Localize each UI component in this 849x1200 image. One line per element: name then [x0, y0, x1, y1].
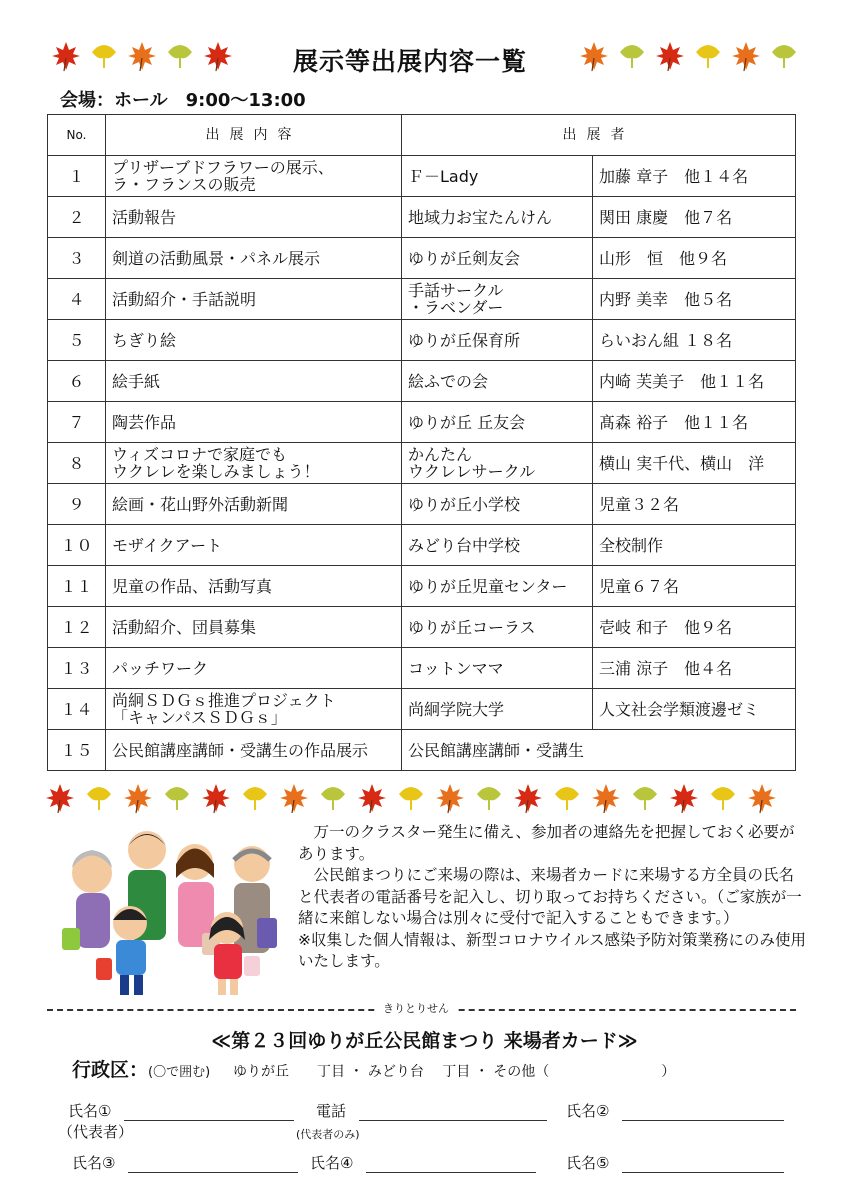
row-content: 活動紹介・手話説明: [106, 279, 402, 320]
row-number: ８: [48, 443, 106, 484]
row-group: ゆりが丘児童センター: [402, 566, 593, 607]
name3-row: [72, 1152, 298, 1173]
name4-label: 氏名④: [310, 1154, 354, 1172]
row-content: 活動報告: [106, 197, 402, 238]
representative-label: （代表者）: [58, 1123, 134, 1141]
row-group: 公民館講座講師・受講生: [402, 730, 796, 771]
ginkgo-leaf-icon: [395, 782, 427, 814]
row-group: かんたん ウクレレサークル: [402, 443, 593, 484]
family-illustration: [52, 828, 292, 998]
name1-label: 氏名①: [68, 1102, 112, 1120]
maple-leaf-icon: [278, 782, 310, 814]
name2-label: 氏名②: [566, 1102, 610, 1120]
ginkgo-leaf-icon: [551, 782, 583, 814]
maple-leaf-icon: [654, 40, 686, 72]
row-number: １２: [48, 607, 106, 648]
row-group: ゆりが丘 丘友会: [402, 402, 593, 443]
maple-leaf-icon: [44, 782, 76, 814]
row-content: 絵手紙: [106, 361, 402, 402]
row-content: プリザーブドフラワーの展示、 ラ・フランスの販売: [106, 156, 402, 197]
table-row: [48, 443, 796, 484]
maple-leaf-icon: [50, 40, 82, 72]
name5-field[interactable]: [622, 1158, 784, 1173]
notice-paragraph-1: 万一のクラスター発生に備え、参加者の連絡先を把握しておく必要があります。: [298, 823, 795, 863]
ginkgo-leaf-icon: [707, 782, 739, 814]
ginkgo-leaf-icon: [692, 40, 724, 72]
table-row: [48, 607, 796, 648]
ginkgo-leaf-icon: [164, 40, 196, 72]
table-row: [48, 402, 796, 443]
table-row: [48, 689, 796, 730]
row-person: 内崎 芙美子 他１１名: [593, 361, 796, 402]
phone-label: 電話: [316, 1102, 347, 1120]
row-number: １: [48, 156, 106, 197]
table-row: [48, 648, 796, 689]
row-content: 公民館講座講師・受講生の作品展示: [106, 730, 402, 771]
name3-label: 氏名③: [72, 1154, 116, 1172]
name5-label: 氏名⑤: [566, 1154, 610, 1172]
row-person: 関田 康慶 他７名: [593, 197, 796, 238]
table-row: [48, 361, 796, 402]
row-group: みどり台中学校: [402, 525, 593, 566]
name2-row: [566, 1100, 784, 1121]
name4-row: [310, 1152, 536, 1173]
table-row: [48, 197, 796, 238]
table-row: [48, 156, 796, 197]
row-person: 内野 美幸 他５名: [593, 279, 796, 320]
header-content: 出展内容: [106, 115, 402, 156]
maple-leaf-icon: [590, 782, 622, 814]
row-number: ９: [48, 484, 106, 525]
row-content: 絵画・花山野外活動新聞: [106, 484, 402, 525]
row-group: ゆりが丘コーラス: [402, 607, 593, 648]
row-group: 地域力お宝たんけん: [402, 197, 593, 238]
row-person: 児童３２名: [593, 484, 796, 525]
maple-leaf-icon: [202, 40, 234, 72]
phone-field[interactable]: [359, 1106, 547, 1121]
district-options[interactable]: ゆりが丘 丁目 ・ みどり台 丁目 ・ その他（ ）: [232, 1064, 676, 1080]
row-number: ３: [48, 238, 106, 279]
maple-leaf-icon: [122, 782, 154, 814]
row-number: ４: [48, 279, 106, 320]
card-title: ≪第２３回ゆりが丘公民館まつり 来場者カード≫: [211, 1030, 638, 1052]
row-number: ５: [48, 320, 106, 361]
maple-leaf-icon: [578, 40, 610, 72]
venue-info: 会場：ホール 9:00〜13:00: [60, 90, 306, 111]
row-person: 全校制作: [593, 525, 796, 566]
row-person: 児童６７名: [593, 566, 796, 607]
phone-row: [316, 1100, 547, 1121]
name1-row: [68, 1100, 294, 1121]
ginkgo-leaf-icon: [473, 782, 505, 814]
maple-leaf-icon: [668, 782, 700, 814]
row-group: ゆりが丘小学校: [402, 484, 593, 525]
row-group: ゆりが丘保育所: [402, 320, 593, 361]
row-person: 三浦 涼子 他４名: [593, 648, 796, 689]
district-label: 行政区：: [72, 1059, 149, 1081]
exhibit-table: [47, 114, 796, 771]
ginkgo-leaf-icon: [88, 40, 120, 72]
ginkgo-leaf-icon: [239, 782, 271, 814]
row-person: 加藤 章子 他１４名: [593, 156, 796, 197]
district-row: [72, 1055, 675, 1082]
row-number: １０: [48, 525, 106, 566]
table-row: [48, 566, 796, 607]
name3-field[interactable]: [128, 1158, 298, 1173]
cut-line-label: きりとりせん: [375, 1000, 457, 1016]
row-number: ６: [48, 361, 106, 402]
page-title: 展示等出展内容一覧: [292, 47, 527, 76]
maple-leaf-icon: [512, 782, 544, 814]
notice-paragraph-3: ※収集した個人情報は、新型コロナウイルス感染予防対策業務にのみ使用いたします。: [298, 930, 807, 970]
ginkgo-leaf-icon: [629, 782, 661, 814]
row-person: 髙森 裕子 他１１名: [593, 402, 796, 443]
row-content: ちぎり絵: [106, 320, 402, 361]
ginkgo-leaf-icon: [161, 782, 193, 814]
table-row: [48, 730, 796, 771]
maple-leaf-icon: [200, 782, 232, 814]
row-person: 壱岐 和子 他９名: [593, 607, 796, 648]
row-content: ウィズコロナで家庭でも ウクレレを楽しみましょう！: [106, 443, 402, 484]
row-number: １５: [48, 730, 106, 771]
table-row: [48, 279, 796, 320]
name5-row: [566, 1152, 784, 1173]
table-row: [48, 484, 796, 525]
row-content: 剣道の活動風景・パネル展示: [106, 238, 402, 279]
name1-field[interactable]: [124, 1106, 294, 1121]
ginkgo-leaf-icon: [317, 782, 349, 814]
leaf-decoration-left: [50, 40, 234, 72]
district-hint: (〇で囲む): [148, 1065, 211, 1080]
table-row: [48, 238, 796, 279]
row-number: ２: [48, 197, 106, 238]
row-group: 尚絅学院大学: [402, 689, 593, 730]
row-group: Ｆ－Lady: [402, 156, 593, 197]
name4-field[interactable]: [366, 1158, 536, 1173]
leaf-decoration-right: [578, 40, 800, 72]
maple-leaf-icon: [730, 40, 762, 72]
maple-leaf-icon: [356, 782, 388, 814]
table-row: [48, 525, 796, 566]
row-group: コットンママ: [402, 648, 593, 689]
row-group: 絵ふでの会: [402, 361, 593, 402]
row-person: 横山 実千代、横山 洋: [593, 443, 796, 484]
row-number: ７: [48, 402, 106, 443]
maple-leaf-icon: [434, 782, 466, 814]
maple-leaf-icon: [746, 782, 778, 814]
row-number: １４: [48, 689, 106, 730]
row-content: モザイクアート: [106, 525, 402, 566]
table-row: [48, 320, 796, 361]
row-content: パッチワーク: [106, 648, 402, 689]
header-no: No.: [48, 115, 106, 156]
row-person: 山形 恒 他９名: [593, 238, 796, 279]
maple-leaf-icon: [126, 40, 158, 72]
row-content: 陶芸作品: [106, 402, 402, 443]
row-content: 尚絅ＳＤＧｓ推進プロジェクト 「キャンパスＳＤＧｓ」: [106, 689, 402, 730]
leaf-decoration-middle: [44, 782, 778, 814]
row-group: 手話サークル ・ラベンダー: [402, 279, 593, 320]
notice-paragraph-2: 公民館まつりにご来場の際は、来場者カードに来場する方全員の氏名と代表者の電話番号を記入し、切り取ってお持ちください。（ご家族が一緒に来館しない場合は別々に受付で記入することもできます。）: [298, 866, 802, 927]
row-number: １３: [48, 648, 106, 689]
row-content: 児童の作品、活動写真: [106, 566, 402, 607]
name2-field[interactable]: [622, 1106, 784, 1121]
row-person: らいおん組 １８名: [593, 320, 796, 361]
row-group: ゆりが丘剣友会: [402, 238, 593, 279]
header-exhibitor: 出展者: [402, 115, 796, 156]
ginkgo-leaf-icon: [616, 40, 648, 72]
ginkgo-leaf-icon: [83, 782, 115, 814]
row-content: 活動紹介、団員募集: [106, 607, 402, 648]
row-number: １１: [48, 566, 106, 607]
row-person: 人文社会学類渡邊ゼミ: [593, 689, 796, 730]
ginkgo-leaf-icon: [768, 40, 800, 72]
notice-text: [298, 822, 808, 973]
phone-note: (代表者のみ): [296, 1128, 360, 1141]
